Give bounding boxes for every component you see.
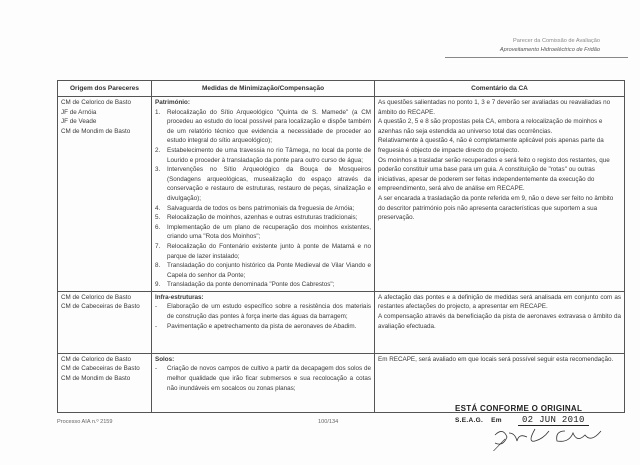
item-marker: 5. <box>155 214 161 222</box>
item-text: Relocalização do Sítio Arqueológico "Quinta de S. Mamede" (a CM procedeu ao estudo do local possível para localização e dispõe também de um relatório técnico que evidencia a necessidade de proceder ao estudo integral do sítio arqueológico); <box>167 108 371 145</box>
col-header-measures: Medidas de Minimização/Compensação <box>152 81 375 97</box>
header-project: Aproveitamento Hidroeléctrico de Fridão <box>499 47 600 53</box>
comment-paragraph: A afectação das pontes e a definição de medidas será analisada em conjunto com as restantes afectações do projecto, a apresentar em RECAPE. <box>378 293 621 311</box>
measure-item <box>155 364 371 393</box>
measure-item <box>155 146 371 165</box>
header-title: Parecer da Comissão de Avaliação <box>513 38 600 44</box>
comment-paragraph: A questão 2, 5 e 8 são propostas pela CA, embora a relocalização de moinhos e azenhas não seja estendida ao universo total das ocorrências. <box>378 118 603 135</box>
item-marker: 3. <box>155 166 161 174</box>
item-text: Transladação do conjunto histórico da Ponte Medieval de Vilar Viando e Capela do senhor da Ponte; <box>167 262 371 279</box>
item-text: Relocalização de moinhos, azenhas e outras estruturas tradicionais; <box>167 214 358 222</box>
item-text: Pavimentação e apetrechamento da pista de aeronaves de Abadim. <box>167 322 357 330</box>
measure-item <box>155 108 371 146</box>
comment-paragraph: A compensação através da beneficiação da pista de aeronaves extravasa o âmbito da avaliação efectuada. <box>378 313 621 330</box>
item-text: Transladação da ponte denominada "Ponte dos Cabrestos"; <box>167 281 335 289</box>
item-marker: 2. <box>155 146 161 154</box>
measure-item <box>155 302 371 321</box>
comment-cell <box>375 291 625 353</box>
measure-item <box>155 204 371 214</box>
process-number: Processo AIA n.º 2159 <box>57 419 113 425</box>
item-text: Elaboração de um estudo específico sobre a resistência dos materiais de construção das pontes à força inerte das águas da barragem; <box>167 303 371 321</box>
item-marker: - <box>155 303 158 311</box>
origin-entity: CM de Celorico de Basto <box>61 99 131 106</box>
origin-cell <box>58 353 152 412</box>
origin-cell <box>58 97 152 292</box>
col-header-origin: Origem dos Pareceres <box>58 81 152 97</box>
origin-entity: CM de Celorico de Basto <box>61 293 131 301</box>
page-number: 100/134 <box>318 419 339 425</box>
item-marker: - <box>155 365 158 373</box>
measure-item <box>155 261 371 280</box>
item-marker: 6. <box>155 223 161 231</box>
stamp-org: S.E.A.G. <box>455 417 484 424</box>
item-marker: 1. <box>155 108 161 116</box>
measures-table <box>57 80 625 413</box>
item-marker: 4. <box>155 204 161 212</box>
item-marker: 7. <box>155 242 161 250</box>
item-marker: 8. <box>155 262 161 270</box>
origin-entity: JF de Veade <box>61 118 97 126</box>
stamp-em: Em <box>491 417 502 424</box>
section-title: Solos: <box>155 355 175 363</box>
col-header-comment: Comentário da CA <box>375 81 625 97</box>
comment-paragraph: Em RECAPE, será avaliado em que locais será possível seguir esta recomendação. <box>378 355 614 363</box>
comment-cell <box>375 97 625 292</box>
comment-paragraph: As questões salientadas no ponto 1, 3 e 7 deverão ser avaliadas ou reavaliadas no âmbito do RECAPE. <box>378 99 611 116</box>
measure-item <box>155 280 371 290</box>
origin-cell <box>58 291 152 353</box>
table-row <box>58 97 625 292</box>
comment-paragraph: A ser encarada a trasladação da ponte referida em 9, não o deve ser feito no âmbito do descritor património pois não apresenta características que suportem a sua preservação. <box>378 194 614 222</box>
measure-item <box>155 242 371 261</box>
section-title: Património: <box>155 99 190 106</box>
measures-cell <box>152 291 375 353</box>
origin-entity: CM de Cabeceiras de Basto <box>61 303 140 311</box>
comment-paragraph: Os moinhos a trasladar serão recuperados e será feito o registo dos restantes, que poderão constituir uma base para um guia. A constituição de "rotas" ou outras iniciativas, apesar de poderem ser feitas independentemente da execução do empreendimento, será alvo de análise em RECAPE. <box>378 156 610 193</box>
measures-cell <box>152 353 375 412</box>
measure-item <box>155 165 371 203</box>
item-marker: - <box>155 322 158 330</box>
item-marker: 9. <box>155 281 161 289</box>
document-header <box>500 38 600 53</box>
measure-item <box>155 213 371 223</box>
measure-item <box>155 223 371 242</box>
stamp-title: ESTÁ CONFORME O ORIGINAL <box>455 404 583 413</box>
origin-entity: CM de Celorico de Basto <box>61 355 131 363</box>
origin-entity: CM de Mondim de Basto <box>61 375 131 383</box>
item-text: Criação de novos campos de cultivo a partir da decapagem dos solos de melhor qualidade que irão ficar submersos e sua recolocação a cotas não inundáveis em socalcos ou zonas planas; <box>167 365 371 392</box>
origin-entity: JF de Arnóia <box>61 108 97 116</box>
item-text: Salvaguarda de todos os bens patrimoniais da freguesia de Arnóia; <box>167 204 355 212</box>
stamp-date: 02 JUN 2010 <box>518 415 589 426</box>
certification-stamp <box>455 404 640 453</box>
item-text: Implementação de um plano de recuperação dos moinhos existentes, criando uma "Rota dos Moinhos"; <box>167 223 371 241</box>
origin-entity: CM de Cabeceiras de Basto <box>61 365 140 373</box>
header-divider <box>445 57 628 58</box>
origin-entity: CM de Mondim de Basto <box>61 127 131 135</box>
table-row <box>58 291 625 353</box>
signature <box>475 425 640 451</box>
item-text: Intervenções no Sítio Arqueológico da Bouça de Mosqueiros (Sondagens arqueológicas, musealização do espaço através da conservação e restauro de estruturas, restauro de peças, sinalização e divulgação); <box>167 166 371 202</box>
measure-item <box>155 322 371 332</box>
section-title: Infra-estruturas: <box>155 293 204 301</box>
item-text: Estabelecimento de uma travessia no rio Tâmega, no local da ponte de Lourido e proceder à transladação da ponte para outro curso de água; <box>167 146 371 164</box>
comment-paragraph: Relativamente à questão 4, não é completamente aplicável pois apenas parte da freguesia é objecto de impacte directo do projecto. <box>378 137 604 154</box>
measures-cell <box>152 97 375 292</box>
item-text: Relocalização do Fontenário existente junto à ponte de Matamá e no parque de lazer instalado; <box>167 242 371 260</box>
